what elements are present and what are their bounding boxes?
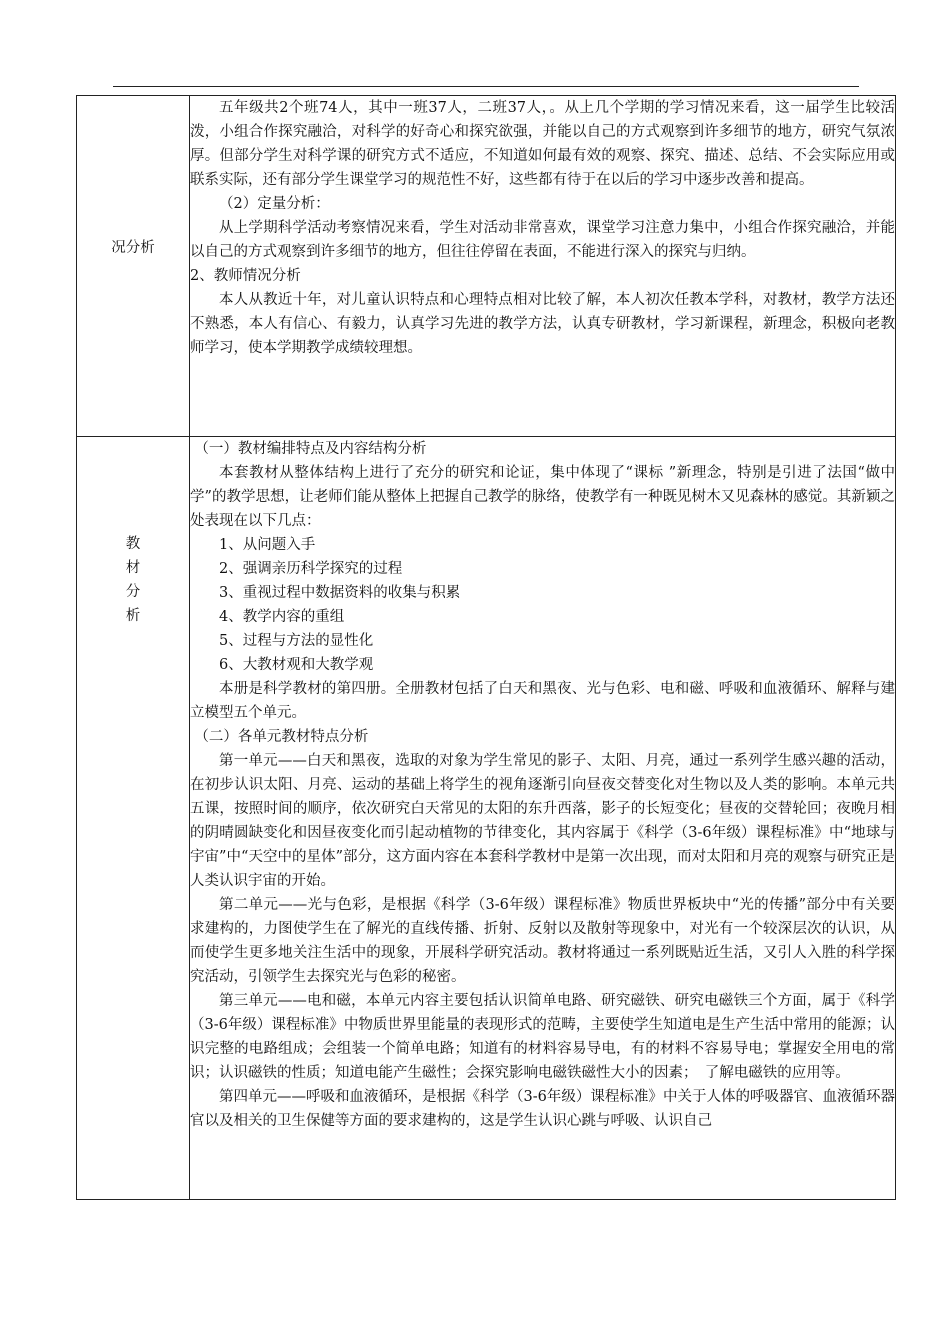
unit3-paragraph: 第三单元——电和磁，本单元内容主要包括认识简单电路、研究磁铁、研究电磁铁三个方面，属于《科学（3-6年级）课程标准》中物质世界里能量的表现形式的范畴，主要使学生知道电是生产生活中常用的能源；认识完整的电路组成；会组装一个简单电路；知道有的材料容易导电，有的材料不容易导电；掌握安全用电的常识；认识磁铁的性质；知道电能产生磁性；会探究影响电磁铁磁性大小的因素； 了解电磁铁的应用等。 — [190, 993, 895, 1081]
unit1-paragraph: 第一单元——白天和黑夜，选取的对象为学生常见的影子、太阳、月亮，通过一系列学生感兴趣的活动，在初步认识太阳、月亮、运动的基础上将学生的视角逐渐引向昼夜交替变化对生物以及人类的影响。本单元共五课，按照时间的顺序，依次研究白天常见的太阳的东升西落，影子的长短变化；昼夜的交替轮回；夜晚月相的阴晴圆缺变化和因昼夜变化而引起动植物的节律变化，其内容属于《科学（3-6年级）课程标准》中“地球与宇宙”中“天空中的星体”部分，这方面内容在本套科学教材中是第一次出现，而对太阳和月亮的观察与研究正是人类认识宇宙的开始。 — [190, 753, 895, 889]
unit4-paragraph: 第四单元——呼吸和血液循环，是根据《科学（3-6年级）课程标准》中关于人体的呼吸器官、血液循环器官以及相关的卫生保健等方面的要求建构的，这是学生认识心跳与呼吸、认识自己 — [190, 1089, 895, 1129]
list-item: 5、过程与方法的显性化 — [219, 633, 374, 649]
student-analysis-paragraph: 五年级共2个班74人，其中一班37人，二班37人，。从上几个学期的学习情况来看，这一届学生比较活泼，小组合作探究融洽，对科学的好奇心和探究欲强，并能以自己的方式观察到许多细节的地方，研究气氛浓厚。但部分学生对科学课的研究方式不适应，不知道如何最有效的观察、探究、描述、总结、不会实际应用或联系实际，还有部分学生课堂学习的规范性不好，这些都有待于在以后的学习中逐步改善和提高。 — [190, 100, 895, 188]
unit2-paragraph: 第二单元——光与色彩，是根据《科学（3-6年级）课程标准》物质世界板块中“光的传播”部分中有关要求建构的，力图使学生在了解光的直线传播、折射、反射以及散射等现象中，对光有一个较深层次的认识，从而使学生更多地关注生活中的现象，开展科学研究活动。教材将通过一系列既贴近生活，又引人入胜的科学探究活动，引领学生去探究光与色彩的秘密。 — [190, 897, 895, 985]
row-label-textbook — [77, 437, 189, 628]
unit-analysis-heading: （二）各单元教材特点分析 — [194, 729, 369, 745]
row-label-char: 分 — [125, 584, 141, 600]
quantitative-analysis-heading: （2）定量分析： — [219, 196, 330, 212]
structure-intro-paragraph: 本套教材从整体结构上进行了充分的研究和论证，集中体现了“课标 ”新理念，特别是引进了法国“做中学”的教学思想，让老师们能从整体上把握自己教学的脉络，使教学有一种既见树木又见森林的感觉。其新颖之处表现在以下几点： — [190, 465, 895, 529]
plan-table — [76, 95, 896, 1200]
row-label-char: 材 — [125, 560, 141, 576]
list-item: 6、大教材观和大教学观 — [219, 657, 374, 673]
row-label-cell — [77, 96, 190, 437]
row-label-char: 析 — [125, 608, 141, 624]
header-rule — [113, 86, 859, 87]
table-row-situation-analysis — [77, 96, 896, 437]
list-item: 4、教学内容的重组 — [219, 609, 345, 625]
teacher-analysis-heading: 2、教师情况分析 — [190, 268, 301, 284]
book-overview-paragraph: 本册是科学教材的第四册。全册教材包括了白天和黑夜、光与色彩、电和磁、呼吸和血液循环、解释与建立模型五个单元。 — [190, 681, 895, 721]
structure-heading: （一）教材编排特点及内容结构分析 — [194, 441, 427, 457]
list-item: 1、从问题入手 — [219, 537, 316, 553]
teacher-analysis-paragraph: 本人从教近十年，对儿童认识特点和心理特点相对比较了解，本人初次任教本学科，对教材，教学方法还不熟悉，本人有信心、有毅力，认真学习先进的教学方法，认真专研教材，学习新课程，新理念，积极向老教师学习，使本学期教学成绩较理想。 — [190, 292, 895, 356]
quantitative-analysis-paragraph: 从上学期科学活动考察情况来看，学生对活动非常喜欢，课堂学习注意力集中，小组合作探究融洽，并能以自己的方式观察到许多细节的地方，但往往停留在表面，不能进行深入的探究与归纳。 — [190, 220, 895, 260]
list-item: 2、强调亲历科学探究的过程 — [219, 561, 403, 577]
row-label-cell — [77, 437, 190, 1200]
table-row-textbook-analysis — [77, 437, 896, 1200]
situation-content — [190, 96, 896, 437]
row-label-char: 教 — [125, 536, 141, 552]
list-item: 3、重视过程中数据资料的收集与积累 — [219, 585, 461, 601]
textbook-content — [190, 437, 896, 1200]
row-label-situation: 况分析 — [111, 240, 155, 256]
